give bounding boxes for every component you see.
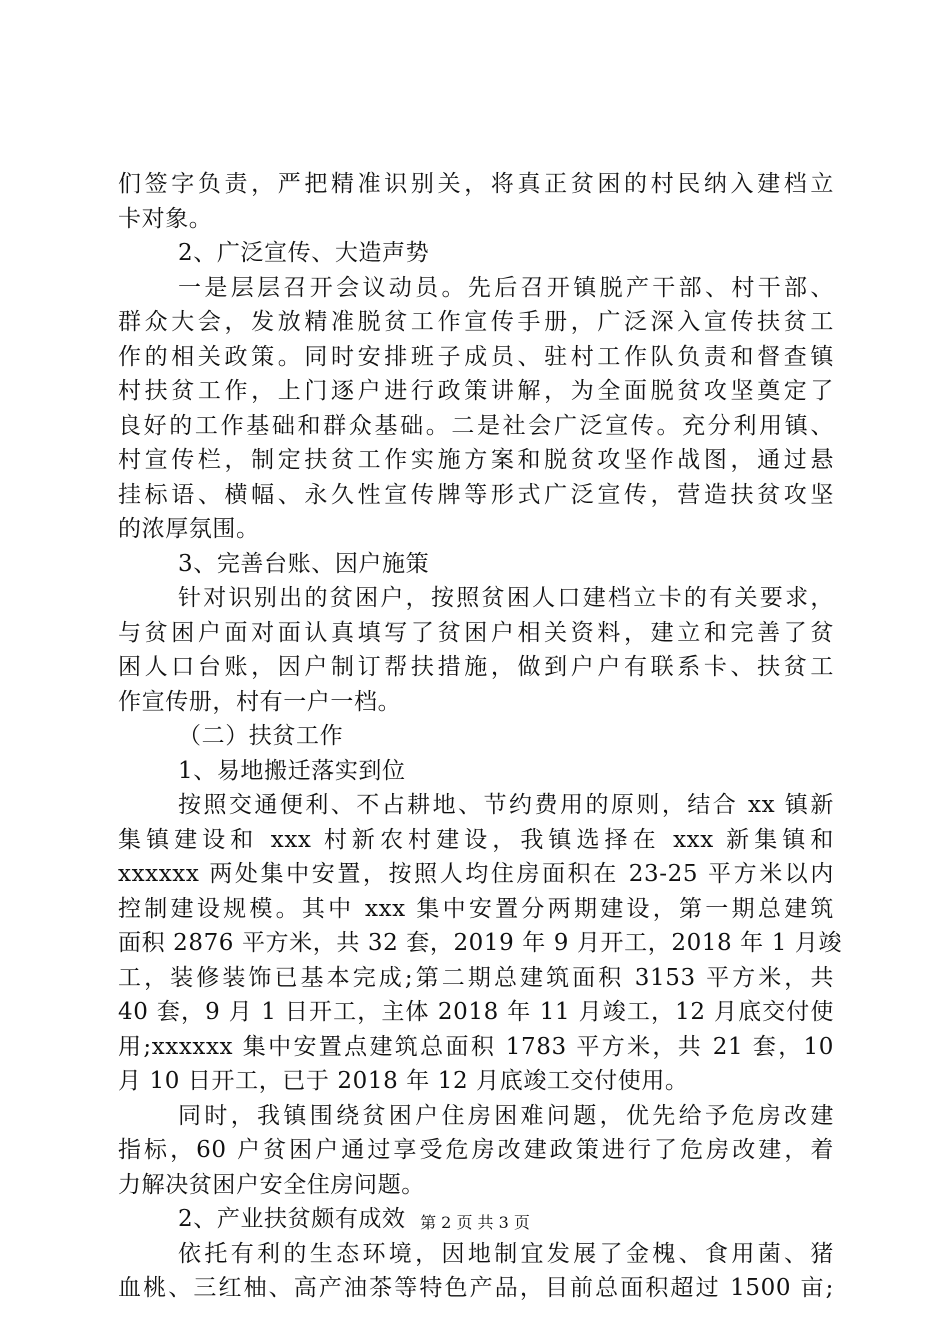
section-heading: （二）扶贫工作 xyxy=(178,723,344,749)
section-heading: 1、易地搬迁落实到位 xyxy=(178,757,406,784)
text-line: 的浓厚氛围。 xyxy=(118,516,260,542)
text-line: 40 套，9 月 1 日开工，主体 2018 年 11 月竣工，12 月底交付使 xyxy=(118,999,834,1025)
text-line: 挂标语、横幅、永久性宣传牌等形式广泛宣传，营造扶贫攻坚 xyxy=(118,481,834,508)
text-line: 工，装修装饰已基本完成;第二期总建筑面积 3153 平方米，共 xyxy=(118,964,834,991)
section-heading: 2、广泛宣传、大造声势 xyxy=(178,240,430,266)
text-line: 群众大会，发放精准脱贫工作宣传手册，广泛深入宣传扶贫工 xyxy=(118,309,834,335)
text-line: 与贫困户面对面认真填写了贫困户相关资料，建立和完善了贫 xyxy=(118,619,834,646)
section-heading: 2、产业扶贫颇有成效 xyxy=(178,1206,406,1232)
text-line: 们签字负责，严把精准识别关，将真正贫困的村民纳入建档立 xyxy=(118,171,834,197)
text-line: 控制建设规模。其中 xxx 集中安置分两期建设，第一期总建筑 xyxy=(118,895,834,922)
text-line: 血桃、三红柚、高产油茶等特色产品，目前总面积超过 1500 亩; xyxy=(118,1275,834,1301)
document-body xyxy=(118,167,843,1306)
text-line: 面积 2876 平方米，共 32 套，2019 年 9 月开工，2018 年 1 月竣 xyxy=(118,930,843,956)
text-line: 作宣传册，村有一户一档。 xyxy=(118,688,402,715)
text-line: 力解决贫困户安全住房问题。 xyxy=(118,1171,425,1198)
text-line: 集镇建设和 xxx 村新农村建设，我镇选择在 xxx 新集镇和 xyxy=(118,826,834,853)
section-heading: 3、完善台账、因户施策 xyxy=(178,550,430,577)
text-line: 卡对象。 xyxy=(118,205,213,232)
text-line: 按照交通便利、不占耕地、节约费用的原则，结合 xx 镇新 xyxy=(178,792,834,818)
text-line: 村扶贫工作，上门逐户进行政策讲解，为全面脱贫攻坚奠定了 xyxy=(118,378,834,404)
text-line: 月 10 日开工，已于 2018 年 12 月底竣工交付使用。 xyxy=(118,1068,689,1094)
text-line: 指标，60 户贫困户通过享受危房改建政策进行了危房改建，着 xyxy=(118,1137,834,1163)
text-line: 同时，我镇围绕贫困户住房困难问题，优先给予危房改建 xyxy=(178,1102,834,1129)
text-line: 一是层层召开会议动员。先后召开镇脱产干部、村干部、 xyxy=(178,274,834,301)
page-number-footer: 第 2 页 共 3 页 xyxy=(420,1213,530,1232)
text-line: 良好的工作基础和群众基础。二是社会广泛宣传。充分利用镇、 xyxy=(118,412,834,439)
text-line: 作的相关政策。同时安排班子成员、驻村工作队负责和督查镇 xyxy=(118,343,834,370)
text-line: 依托有利的生态环境，因地制宜发展了金槐、食用菌、猪 xyxy=(178,1240,834,1267)
text-line: 困人口台账，因户制订帮扶措施，做到户户有联系卡、扶贫工 xyxy=(118,654,834,680)
text-line: 针对识别出的贫困户，按照贫困人口建档立卡的有关要求， xyxy=(178,585,834,611)
text-line: xxxxxx 两处集中安置，按照人均住房面积在 23-25 平方米以内 xyxy=(118,861,834,887)
text-line: 用;xxxxxx 集中安置点建筑总面积 1783 平方米，共 21 套，10 xyxy=(118,1033,834,1060)
text-line: 村宣传栏，制定扶贫工作实施方案和脱贫攻坚作战图，通过悬 xyxy=(118,447,834,473)
